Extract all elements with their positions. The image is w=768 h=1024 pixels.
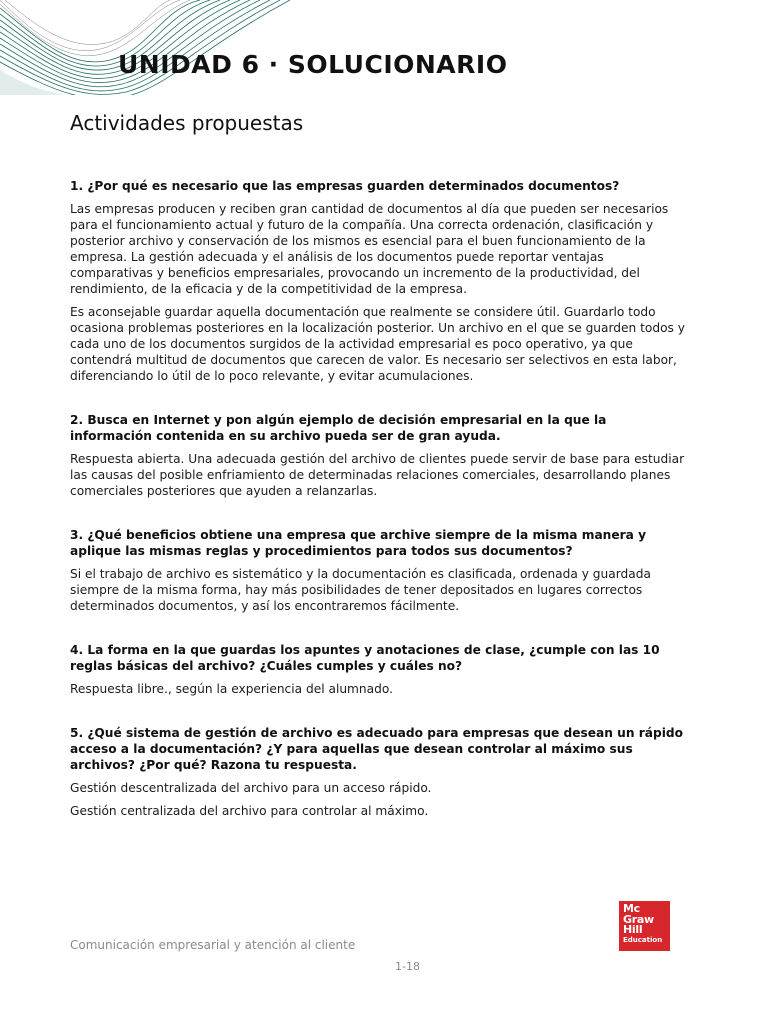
question-block: [70, 527, 690, 614]
logo-line: Education: [623, 935, 663, 944]
question-block: [70, 725, 690, 819]
question-text: 4. La forma en la que guardas los apuntes y anotaciones de clase, ¿cumple con las 10 reglas básicas del archivo? ¿Cuáles cumples y cuáles no?: [70, 643, 660, 673]
mcgraw-hill-logo: [619, 901, 670, 951]
question-block: [70, 412, 690, 499]
decorative-wave-graphic: [0, 0, 300, 95]
question-text: 5. ¿Qué sistema de gestión de archivo es adecuado para empresas que desean un rápido acceso a la documentación? ¿Y para aquellas que desean controlar al máximo sus archivos? ¿Por qué? Razona tu respuesta.: [70, 726, 683, 772]
answer-paragraph: Las empresas producen y reciben gran cantidad de documentos al día que pueden ser necesarios para el funcionamiento actual y futuro de la compañía. Una correcta ordenación, clasificación y posterior archivo y conservación de los mismos es esencial para el buen funcionamiento de la empresa. La gestión adecuada y el análisis de los documentos puede reportar ventajas comparativas y beneficios empresariales, provocando un incremento de la productividad, del rendimiento, de la eficacia y de la competitividad de la empresa.: [70, 202, 669, 296]
answer-paragraph: Es aconsejable guardar aquella documentación que realmente se considere útil. Guardarlo todo ocasiona problemas posteriores en la localización posterior. Un archivo en el que se guarden todos y cada uno de los documentos surgidos de la actividad empresarial es poco operativo, ya que contendrá multitud de documentos que carecen de valor. Es necesario ser selectivos en esta labor, diferenciando lo útil de lo poco relevante, y evitar acumulaciones.: [70, 305, 685, 383]
answer-paragraph: Gestión centralizada del archivo para controlar al máximo.: [70, 804, 429, 818]
question-block: [70, 178, 690, 384]
answer-paragraph: Gestión descentralizada del archivo para un acceso rápido.: [70, 781, 432, 795]
question-text: 1. ¿Por qué es necesario que las empresas guarden determinados documentos?: [70, 179, 620, 193]
unit-title: UNIDAD 6 · SOLUCIONARIO: [118, 50, 508, 79]
question-text: 2. Busca en Internet y pon algún ejemplo de decisión empresarial en la que la información contenida en su archivo pueda ser de gran ayuda.: [70, 413, 607, 443]
section-title: Actividades propuestas: [70, 111, 304, 135]
questions-list: [70, 178, 690, 847]
logo-line: Mc: [623, 902, 640, 915]
answer-paragraph: Respuesta libre., según la experiencia del alumnado.: [70, 682, 393, 696]
question-text: 3. ¿Qué beneficios obtiene una empresa que archive siempre de la misma manera y aplique las mismas reglas y procedimientos para todos sus documentos?: [70, 528, 647, 558]
answer-paragraph: Respuesta abierta. Una adecuada gestión del archivo de clientes puede servir de base para estudiar las causas del posible enfriamiento de determinadas relaciones comerciales, desarrollando planes comerciales posteriores que ayuden a relanzarlas.: [70, 452, 685, 498]
question-block: [70, 642, 690, 697]
footer-course-name: Comunicación empresarial y atención al cliente: [70, 938, 356, 952]
logo-line: Hill: [623, 923, 643, 936]
page-number: 1-18: [395, 960, 420, 973]
logo-line: Graw: [623, 912, 654, 926]
answer-paragraph: Si el trabajo de archivo es sistemático y la documentación es clasificada, ordenada y guardada siempre de la misma forma, hay más posibilidades de tener depositados en lugares correctos determinados documentos, y así los encontraremos fácilmente.: [70, 567, 651, 613]
